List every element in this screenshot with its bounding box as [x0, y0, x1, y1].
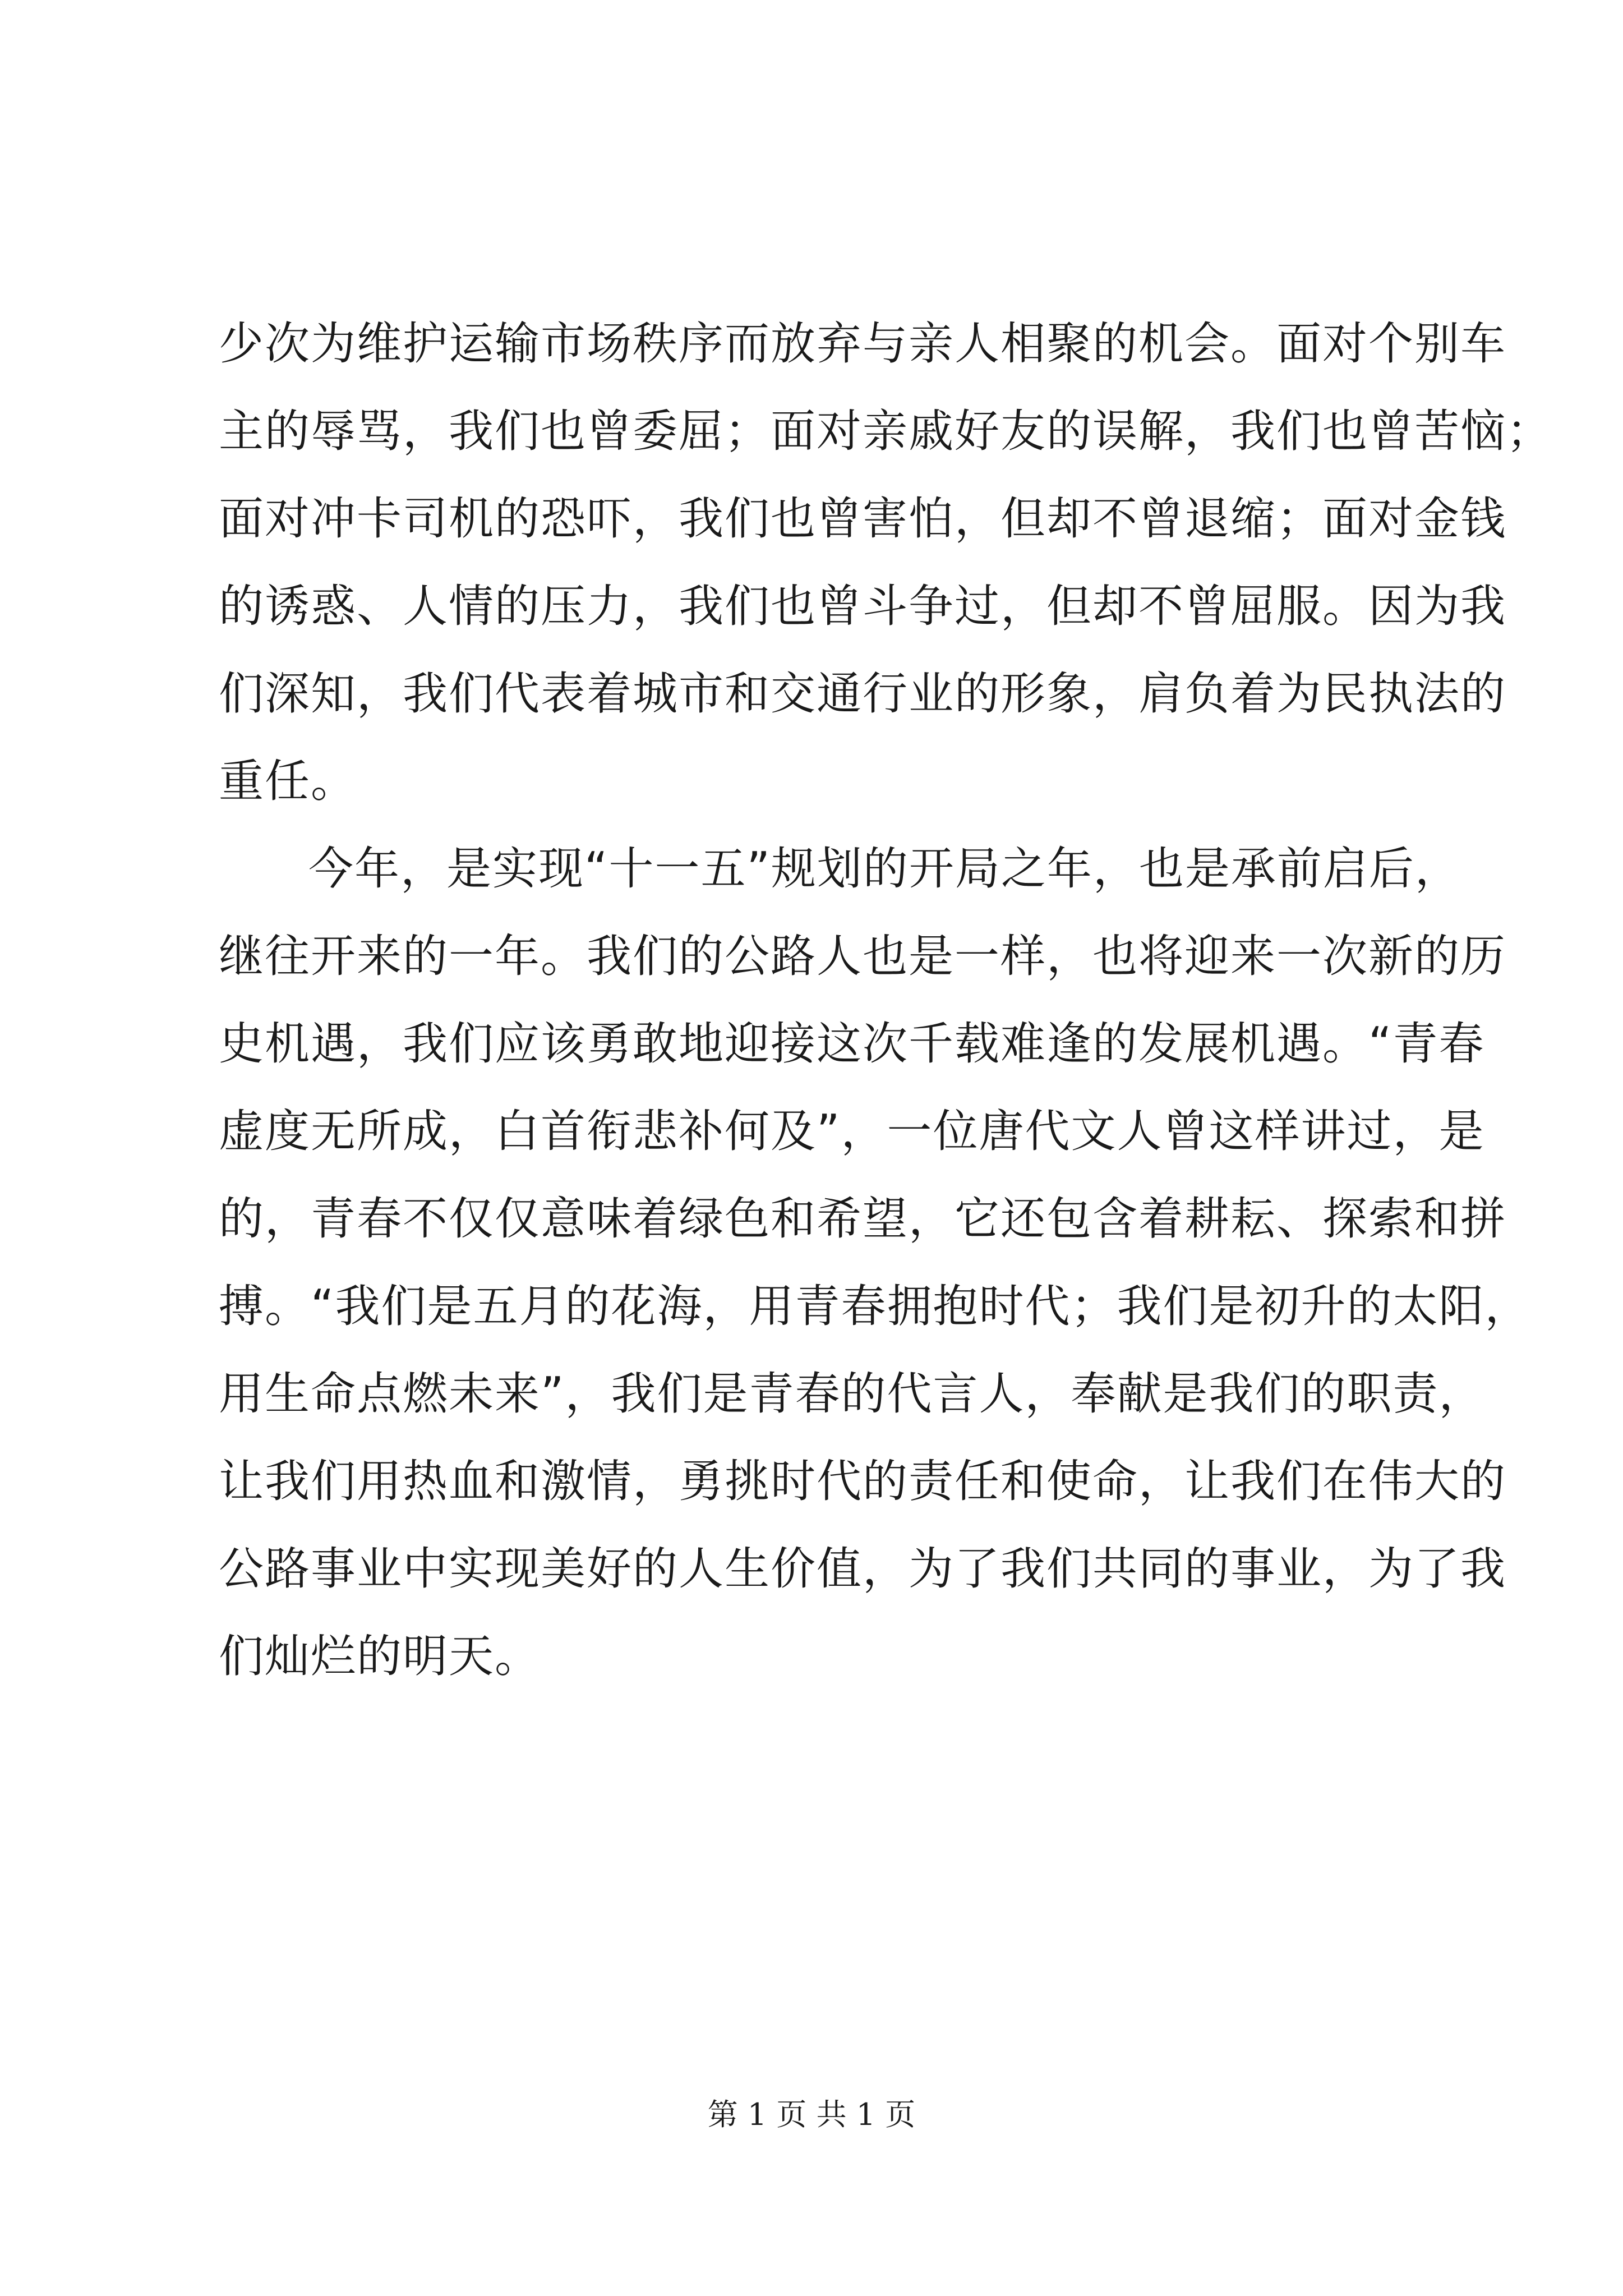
- text-line: 面对冲卡司机的恐吓，我们也曾害怕，但却不曾退缩；面对金钱: [219, 493, 1506, 545]
- text-line: 重任。: [219, 755, 357, 807]
- text-line: 虚度无所成，白首衔悲补何及”，一位唐代文人曾这样讲过，是: [219, 1105, 1485, 1157]
- text-line: 少次为维护运输市场秩序而放弃与亲人相聚的机会。面对个别车: [219, 318, 1506, 370]
- text-line: 们灿烂的明天。: [219, 1630, 541, 1682]
- text-line: 的，青春不仅仅意味着绿色和希望，它还包含着耕耘、探索和拼: [219, 1193, 1506, 1245]
- document-body: [219, 300, 1552, 1700]
- text-line: 们深知，我们代表着城市和交通行业的形象，肩负着为民执法的: [219, 668, 1506, 720]
- text-line: 公路事业中实现美好的人生价值，为了我们共同的事业，为了我: [219, 1543, 1506, 1595]
- text-line: 继往开来的一年。我们的公路人也是一样，也将迎来一次新的历: [219, 930, 1506, 982]
- paragraph-2: [219, 825, 1531, 1700]
- text-line: 让我们用热血和激情，勇挑时代的责任和使命，让我们在伟大的: [219, 1455, 1506, 1507]
- text-line: 主的辱骂，我们也曾委屈；面对亲戚好友的误解，我们也曾苦恼；: [219, 405, 1552, 457]
- text-line: 的诱惑、人情的压力，我们也曾斗争过，但却不曾屈服。因为我: [219, 580, 1506, 632]
- text-line: 搏。“我们是五月的花海，用青春拥抱时代；我们是初升的太阳，: [219, 1280, 1531, 1332]
- paragraph-1: [219, 300, 1552, 825]
- text-line: 史机遇，我们应该勇敢地迎接这次千载难逢的发展机遇。“青春: [219, 1018, 1485, 1070]
- text-line: 今年，是实现“十一五”规划的开局之年，也是承前启后，: [308, 843, 1461, 895]
- text-line: 用生命点燃未来”，我们是青春的代言人，奉献是我们的职责，: [219, 1368, 1485, 1420]
- page-footer: 第 1 页 共 1 页: [707, 2097, 916, 2132]
